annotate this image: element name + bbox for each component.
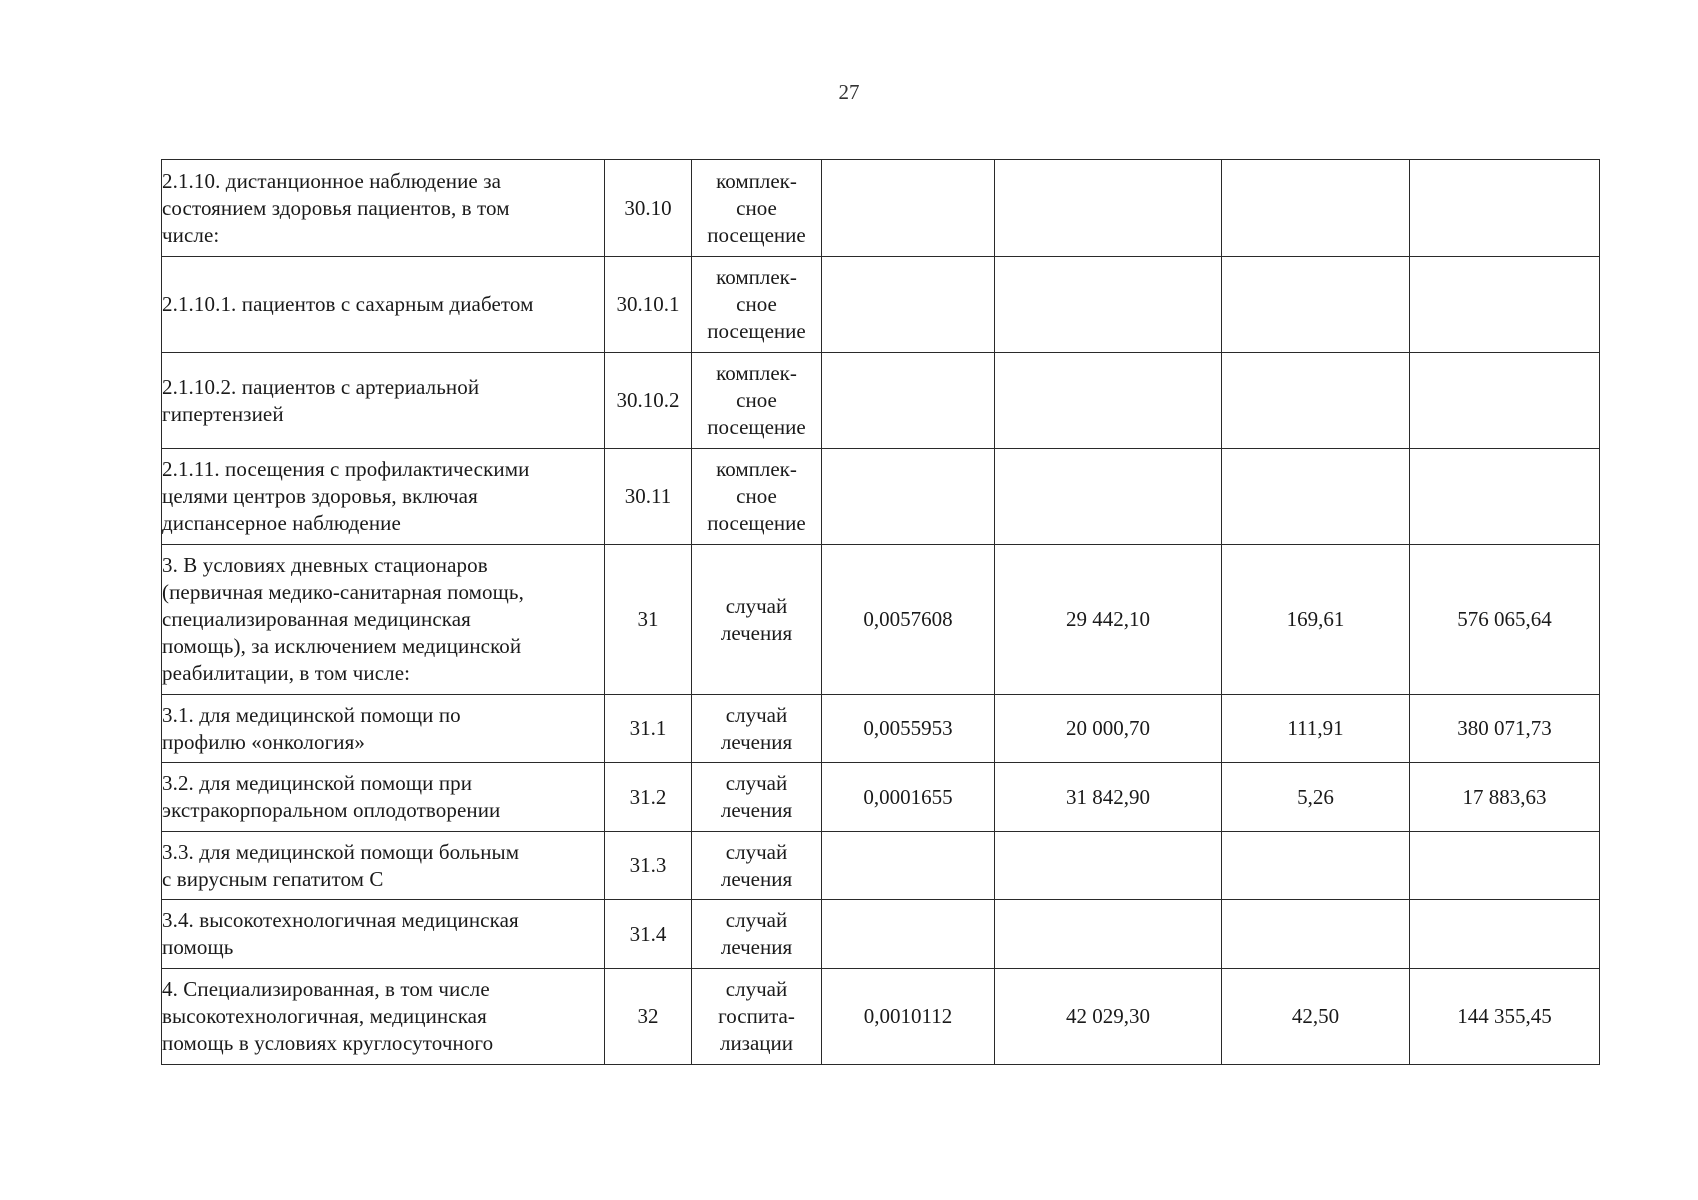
table-row — [162, 160, 1600, 257]
table-row — [162, 763, 1600, 832]
row-total-cell: 576 065,64 — [1410, 545, 1600, 695]
row-total-cell: 17 883,63 — [1410, 763, 1600, 832]
row-norm-cell — [822, 900, 995, 969]
row-cost-cell: 29 442,10 — [995, 545, 1222, 695]
row-per-capita-cell: 5,26 — [1222, 763, 1410, 832]
page-number: 27 — [838, 80, 860, 104]
row-cost-cell — [995, 353, 1222, 449]
row-per-capita-cell — [1222, 900, 1410, 969]
table-row — [162, 832, 1600, 900]
row-name-cell: 3.2. для медицинской помощи при экстракорпоральном оплодотворении — [162, 763, 605, 832]
row-cost-cell — [995, 832, 1222, 900]
row-cost-cell: 20 000,70 — [995, 695, 1222, 763]
row-unit-cell: комплек- сное посещение — [692, 160, 822, 257]
row-code-cell: 30.10 — [605, 160, 692, 257]
row-unit-cell: случай госпита- лизации — [692, 969, 822, 1065]
row-total-cell — [1410, 257, 1600, 353]
row-code-cell: 30.10.1 — [605, 257, 692, 353]
row-cost-cell — [995, 449, 1222, 545]
row-unit-cell: комплек- сное посещение — [692, 257, 822, 353]
table-row — [162, 545, 1600, 695]
table-row — [162, 449, 1600, 545]
table-row — [162, 900, 1600, 969]
row-code-cell: 32 — [605, 969, 692, 1065]
row-unit-cell: комплек- сное посещение — [692, 449, 822, 545]
row-total-cell — [1410, 832, 1600, 900]
row-total-cell: 380 071,73 — [1410, 695, 1600, 763]
row-name-cell: 2.1.10.1. пациентов с сахарным диабетом — [162, 257, 605, 353]
row-code-cell: 31.4 — [605, 900, 692, 969]
row-name-cell: 2.1.10. дистанционное наблюдение за состоянием здоровья пациентов, в том числе: — [162, 160, 605, 257]
row-total-cell — [1410, 353, 1600, 449]
row-norm-cell — [822, 832, 995, 900]
row-name-cell: 3.1. для медицинской помощи по профилю «онкология» — [162, 695, 605, 763]
row-total-cell: 144 355,45 — [1410, 969, 1600, 1065]
row-code-cell: 31.2 — [605, 763, 692, 832]
row-norm-cell — [822, 257, 995, 353]
row-per-capita-cell: 111,91 — [1222, 695, 1410, 763]
row-unit-cell: случай лечения — [692, 900, 822, 969]
table-row — [162, 353, 1600, 449]
row-per-capita-cell — [1222, 257, 1410, 353]
row-name-cell: 2.1.10.2. пациентов с артериальной гипертензией — [162, 353, 605, 449]
row-name-cell: 3.3. для медицинской помощи больным с вирусным гепатитом С — [162, 832, 605, 900]
row-unit-cell: случай лечения — [692, 832, 822, 900]
row-unit-cell: случай лечения — [692, 695, 822, 763]
row-name-cell: 2.1.11. посещения с профилактическими целями центров здоровья, включая диспансерное наблюдение — [162, 449, 605, 545]
row-name-cell: 4. Специализированная, в том числе высокотехнологичная, медицинская помощь в условиях круглосуточного — [162, 969, 605, 1065]
row-per-capita-cell — [1222, 353, 1410, 449]
row-code-cell: 30.10.2 — [605, 353, 692, 449]
row-cost-cell — [995, 257, 1222, 353]
row-norm-cell: 0,0055953 — [822, 695, 995, 763]
row-code-cell: 31.1 — [605, 695, 692, 763]
row-total-cell — [1410, 449, 1600, 545]
row-per-capita-cell: 169,61 — [1222, 545, 1410, 695]
row-per-capita-cell — [1222, 832, 1410, 900]
row-total-cell — [1410, 160, 1600, 257]
row-norm-cell — [822, 353, 995, 449]
row-cost-cell — [995, 900, 1222, 969]
row-name-cell: 3.4. высокотехнологичная медицинская помощь — [162, 900, 605, 969]
row-code-cell: 31.3 — [605, 832, 692, 900]
row-total-cell — [1410, 900, 1600, 969]
row-per-capita-cell: 42,50 — [1222, 969, 1410, 1065]
row-cost-cell: 42 029,30 — [995, 969, 1222, 1065]
row-unit-cell: случай лечения — [692, 545, 822, 695]
row-unit-cell: комплек- сное посещение — [692, 353, 822, 449]
row-norm-cell: 0,0057608 — [822, 545, 995, 695]
row-unit-cell: случай лечения — [692, 763, 822, 832]
row-norm-cell: 0,0001655 — [822, 763, 995, 832]
row-code-cell: 30.11 — [605, 449, 692, 545]
table-row — [162, 969, 1600, 1065]
document-table — [161, 159, 1600, 1065]
table-row — [162, 695, 1600, 763]
row-norm-cell — [822, 160, 995, 257]
table-row — [162, 257, 1600, 353]
row-norm-cell — [822, 449, 995, 545]
row-cost-cell — [995, 160, 1222, 257]
row-per-capita-cell — [1222, 160, 1410, 257]
row-cost-cell: 31 842,90 — [995, 763, 1222, 832]
row-per-capita-cell — [1222, 449, 1410, 545]
row-name-cell: 3. В условиях дневных стационаров (первичная медико-санитарная помощь, специализированная медицинская помощь), за исключением медицинской реабилитации, в том числе: — [162, 545, 605, 695]
row-code-cell: 31 — [605, 545, 692, 695]
row-norm-cell: 0,0010112 — [822, 969, 995, 1065]
